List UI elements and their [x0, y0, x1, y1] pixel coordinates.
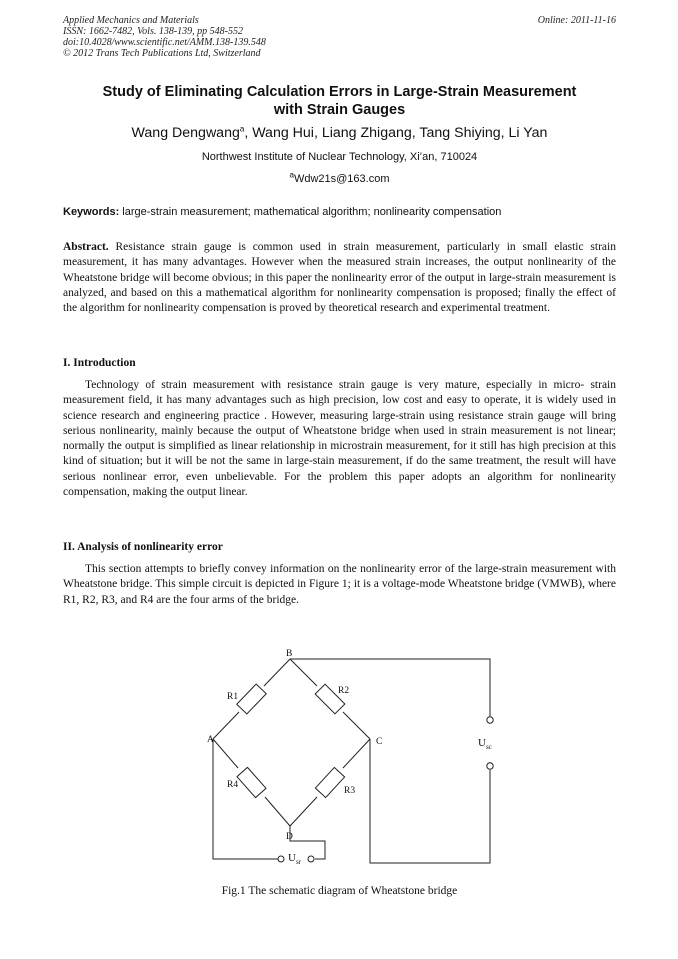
- analysis-paragraph: This section attempts to briefly convey information on the nonlinearity error of the large-strain measurement with Wheatstone bridge. This simple circuit is depicted in Figure 1; it is a voltage-mode Wheatstone bridge (VMWB), where R1, R2, R3, and R4 are the four arms of the bridge.: [63, 563, 616, 606]
- output-wire-c: [370, 739, 490, 863]
- email-superscript: a: [289, 170, 294, 180]
- abstract: [63, 240, 616, 316]
- author-list: [63, 125, 616, 141]
- section-heading-analysis: II. Analysis of nonlinearity error: [63, 541, 223, 553]
- email-line: [63, 170, 616, 185]
- abstract-label: Abstract.: [63, 241, 109, 253]
- input-terminal-left: [278, 856, 284, 862]
- output-terminal-top: [487, 717, 493, 723]
- output-terminal-bottom: [487, 763, 493, 769]
- output-wire-b: [290, 659, 490, 716]
- keywords: [63, 206, 616, 218]
- node-a-label: A: [207, 735, 214, 745]
- wire: [264, 659, 290, 686]
- figure-caption: Fig.1 The schematic diagram of Wheatstone bridge: [221, 885, 458, 897]
- wire: [213, 712, 239, 739]
- input-terminal-right: [308, 856, 314, 862]
- abstract-text: Resistance strain gauge is common used in strain measurement, particularly in small elastic strain measurement, it has many advantages. However when the measured strain increases, the output nonlinearity of the Wheatstone bridge will become obvious; in this paper the nonlinearity error of the output in large-strain measurement is analyzed, and based on this a mathematical algorithm for nonlinearity compensation is proposed; finally the effect of the algorithm for nonlinearity compensation is proved by theoretical research and experimental treatment.: [63, 241, 616, 315]
- title-line-1: Study of Eliminating Calculation Errors in Large-Strain Measurement: [102, 84, 577, 100]
- output-voltage-label: $U_{sc}$: [478, 737, 492, 751]
- node-d-label: D: [286, 832, 293, 842]
- journal-header: [63, 15, 616, 59]
- resistor-r1: [237, 684, 267, 714]
- first-author: Wang Dengwang: [131, 125, 240, 141]
- wire: [265, 797, 290, 826]
- wire: [290, 659, 317, 686]
- journal-name: Applied Mechanics and Materials: [63, 15, 199, 26]
- resistor-r3: [315, 767, 344, 797]
- keywords-label: Keywords:: [63, 206, 120, 218]
- introduction-paragraph: Technology of strain measurement with resistance strain gauge is very mature, especially in micro- strain measurement field, it has many advantages such as high precision, low cost and easy to operate, it is widely used in science research and engineering practice . However, measuring large-strain using resistance strain gauge will bring serious nonlinearity, mainly because the output of Wheatstone bridge when used in strain measurement is not linear; normally the output is simplified as linear relationship in microstrain measurement, for it still has high precision at this kind of situation; but it will be not the same in large-stain measurement, if do the same treatment, the result will have serious nonlinear error, even unbelievable. For the problem this paper adopts an algorithm for nonlinearity compensation, making the output linear.: [63, 379, 616, 499]
- paper-title: [63, 83, 616, 119]
- input-voltage-label: $U_{sr}$: [288, 852, 302, 866]
- node-b-label: B: [286, 649, 293, 659]
- title-line-2: with Strain Gauges: [273, 102, 406, 118]
- email-address: Wdw21s@163.com: [293, 173, 390, 185]
- wire: [343, 712, 370, 739]
- author-superscript: a: [239, 124, 245, 134]
- wire: [213, 739, 238, 768]
- other-authors: , Wang Hui, Liang Zhigang, Tang Shiying, Li Yan: [244, 125, 548, 141]
- section-heading-introduction: I. Introduction: [63, 357, 136, 369]
- wheatstone-bridge-diagram: [205, 641, 505, 876]
- r1-label: R1: [227, 692, 239, 702]
- online-date: Online: 2011-11-16: [537, 15, 616, 26]
- r3-label: R3: [344, 786, 356, 796]
- wire: [290, 797, 317, 826]
- r4-label: R4: [227, 780, 239, 790]
- wire: [343, 739, 370, 768]
- journal-issn: ISSN: 1662-7482, Vols. 138-139, pp 548-552: [63, 26, 243, 37]
- resistor-r4: [237, 767, 266, 797]
- node-c-label: C: [376, 737, 383, 747]
- keywords-text: large-strain measurement; mathematical algorithm; nonlinearity compensation: [119, 206, 502, 218]
- r2-label: R2: [338, 686, 350, 696]
- affiliation: Northwest Institute of Nuclear Technology, Xi’an, 710024: [201, 151, 478, 163]
- journal-doi: doi:10.4028/www.scientific.net/AMM.138-139.548: [63, 37, 266, 48]
- input-wire-a: [213, 739, 278, 859]
- journal-copyright: © 2012 Trans Tech Publications Ltd, Switzerland: [63, 48, 261, 59]
